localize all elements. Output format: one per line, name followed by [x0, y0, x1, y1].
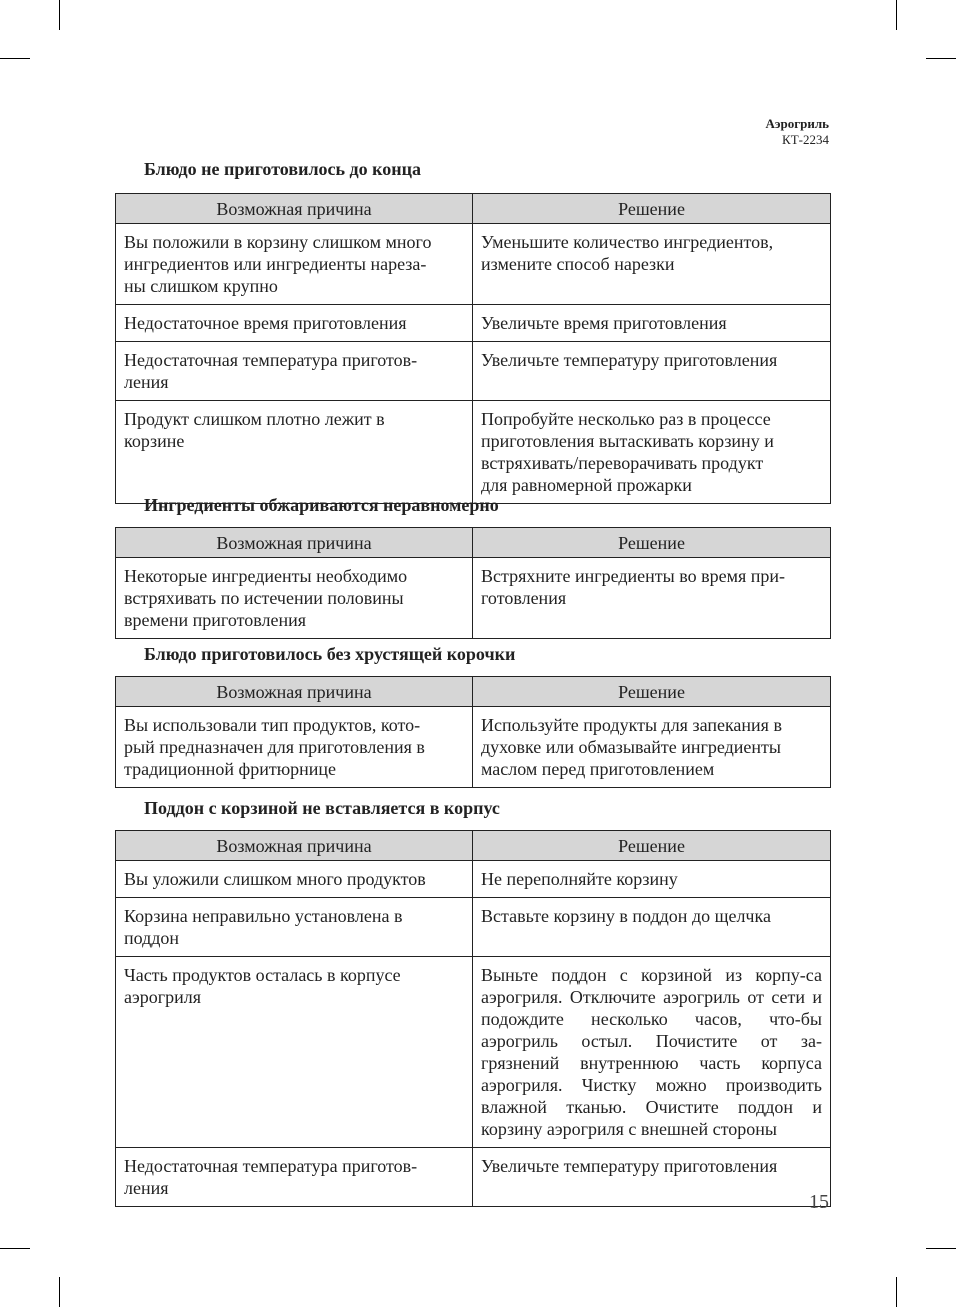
- table-row: [116, 1148, 831, 1207]
- troubleshooting-table: [115, 527, 831, 639]
- crop-mark: [59, 1277, 60, 1307]
- section-title: Ингредиенты обжариваются неравномерно: [144, 495, 499, 515]
- column-header-solution: Решение: [473, 677, 831, 707]
- column-header-cause: Возможная причина: [116, 677, 473, 707]
- cause-cell: Недостаточное время приготовления: [116, 305, 473, 342]
- crop-mark: [926, 58, 956, 59]
- cause-cell: Часть продуктов осталась в корпусе аэрогриля: [116, 957, 473, 1148]
- table-row: [116, 305, 831, 342]
- table-row: [116, 898, 831, 957]
- solution-cell: Попробуйте несколько раз в процессе приготовления вытаскивать корзину и встряхивать/переворачивать продукт для равномерной прожарки: [473, 401, 831, 504]
- cause-cell: Корзина неправильно установлена в поддон: [116, 898, 473, 957]
- solution-cell: Используйте продукты для запекания в духовке или обмазывайте ингредиенты маслом перед приготовлением: [473, 707, 831, 788]
- cause-cell: Некоторые ингредиенты необходимо встряхивать по истечении половины времени приготовления: [116, 558, 473, 639]
- section-title: Блюдо приготовилось без хрустящей корочки: [144, 644, 516, 664]
- cause-cell: Вы использовали тип продуктов, кото- рый предназначен для приготовления в традиционной фритюрнице: [116, 707, 473, 788]
- crop-mark: [59, 0, 60, 30]
- solution-cell: Уменьшите количество ингредиентов, измените способ нарезки: [473, 224, 831, 305]
- solution-cell: Встряхните ингредиенты во время при- готовления: [473, 558, 831, 639]
- solution-cell: Выньте поддон с корзиной из корпу-са аэрогриля. Отключите аэрогриль от сети и подождите несколько часов, что-бы аэрогриль остыл. Почистите от за-грязнений внутреннюю часть корпуса аэрогриля. Чистку можно производить влажной тканью. Очистите поддон и корзину аэрогриля с внешней стороны: [473, 957, 831, 1148]
- crop-mark: [896, 0, 897, 30]
- table-row: [116, 707, 831, 788]
- column-header-cause: Возможная причина: [116, 831, 473, 861]
- cause-cell: Вы положили в корзину слишком много ингредиентов или ингредиенты нареза- ны слишком крупно: [116, 224, 473, 305]
- column-header-solution: Решение: [473, 194, 831, 224]
- troubleshooting-table: [115, 193, 831, 504]
- crop-mark: [0, 1248, 30, 1249]
- section-title: Поддон с корзиной не вставляется в корпус: [144, 798, 500, 818]
- cause-cell: Вы уложили слишком много продуктов: [116, 861, 473, 898]
- page-number: 15: [809, 1191, 829, 1213]
- table-row: [116, 957, 831, 1148]
- troubleshooting-table: [115, 830, 831, 1207]
- solution-cell: Не переполняйте корзину: [473, 861, 831, 898]
- running-header: [765, 116, 829, 148]
- solution-cell: Увеличьте время приготовления: [473, 305, 831, 342]
- crop-mark: [926, 1248, 956, 1249]
- cause-cell: Недостаточная температура приготов- ления: [116, 342, 473, 401]
- cause-cell: Недостаточная температура приготов- ления: [116, 1148, 473, 1207]
- column-header-solution: Решение: [473, 831, 831, 861]
- section-title: Блюдо не приготовилось до конца: [144, 159, 422, 179]
- table-row: [116, 342, 831, 401]
- header-model: КТ-2234: [782, 132, 829, 147]
- header-brand: Аэрогриль: [765, 116, 829, 131]
- solution-cell: Вставьте корзину в поддон до щелчка: [473, 898, 831, 957]
- crop-mark: [896, 1277, 897, 1307]
- table-row: [116, 861, 831, 898]
- cause-cell: Продукт слишком плотно лежит в корзине: [116, 401, 473, 504]
- column-header-solution: Решение: [473, 528, 831, 558]
- table-row: [116, 558, 831, 639]
- table-row: [116, 224, 831, 305]
- column-header-cause: Возможная причина: [116, 528, 473, 558]
- solution-cell: Увеличьте температуру приготовления: [473, 342, 831, 401]
- solution-cell: Увеличьте температуру приготовления: [473, 1148, 831, 1207]
- crop-mark: [0, 58, 30, 59]
- table-row: [116, 401, 831, 504]
- troubleshooting-table: [115, 676, 831, 788]
- column-header-cause: Возможная причина: [116, 194, 473, 224]
